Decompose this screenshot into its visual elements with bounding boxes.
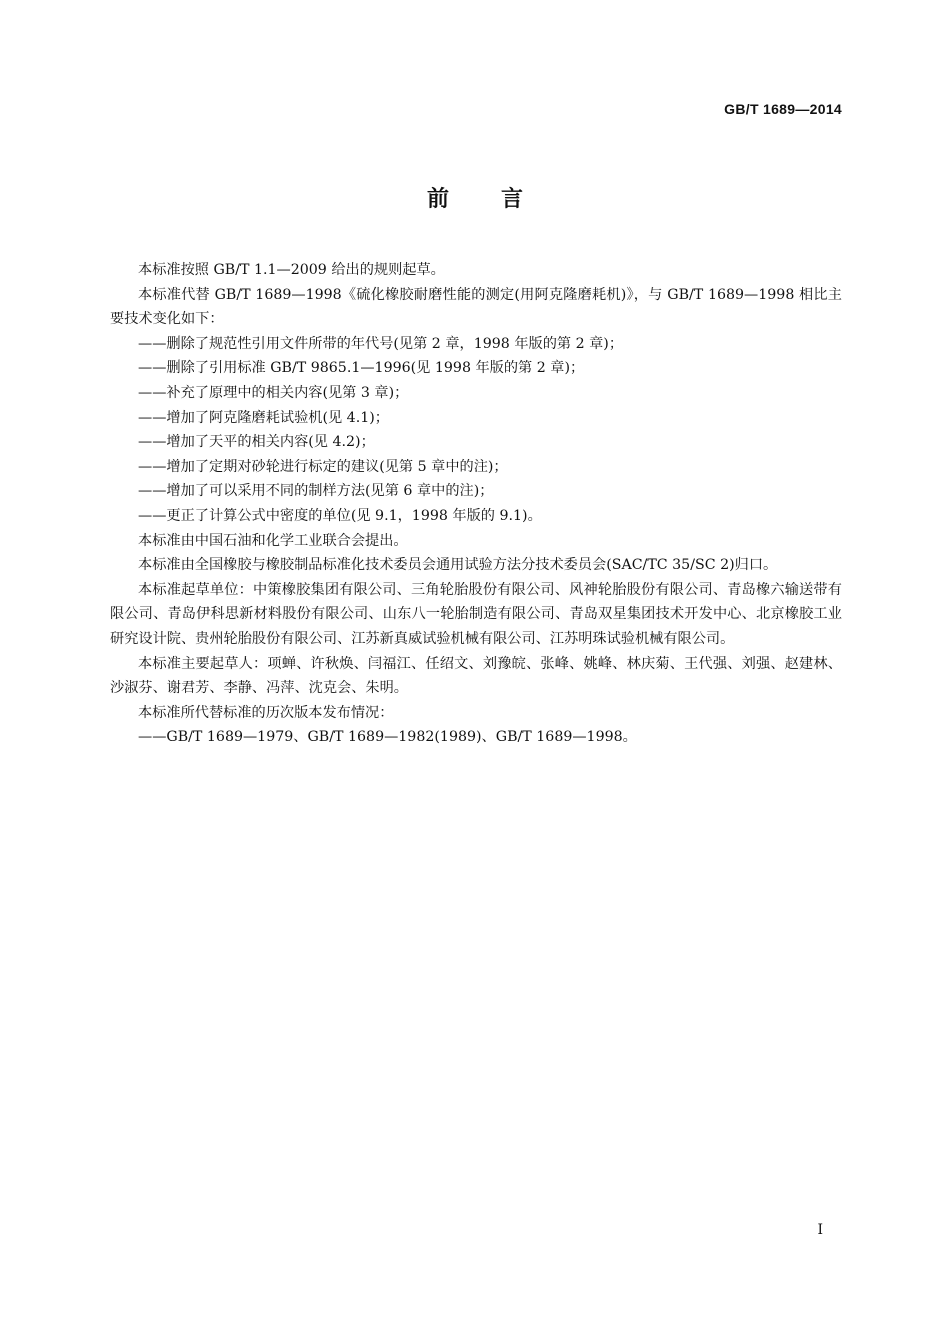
paragraph: 本标准主要起草人：项蝉、许秋焕、闫福江、任绍文、刘豫皖、张峰、姚峰、林庆菊、王代强、刘强、赵建林、沙淑芬、谢君芳、李静、冯萍、沈克会、朱明。: [110, 655, 842, 697]
standard-code: GB/T 1689—2014: [724, 101, 842, 117]
list-item: ——删除了规范性引用文件所带的年代号(见第 2 章，1998 年版的第 2 章)；: [138, 335, 624, 352]
paragraph: 本标准代替 GB/T 1689—1998《硫化橡胶耐磨性能的测定(用阿克隆磨耗机)》，与 GB/T 1689—1998 相比主要技术变化如下：: [110, 286, 842, 328]
list-item: ——更正了计算公式中密度的单位(见 9.1，1998 年版的 9.1)。: [138, 507, 542, 524]
page-title: 前言: [426, 187, 575, 212]
list-item: ——GB/T 1689—1979、GB/T 1689—1982(1989)、GB/T 1689—1998。: [138, 729, 637, 746]
paragraph: 本标准按照 GB/T 1.1—2009 给出的规则起草。: [138, 262, 445, 278]
page-number: I: [817, 1222, 823, 1238]
list-item: ——增加了天平的相关内容(见 4.2)；: [138, 434, 375, 451]
paragraph: 本标准由中国石油和化学工业联合会提出。: [138, 532, 408, 549]
list-item: ——增加了可以采用不同的制样方法(见第 6 章中的注)；: [138, 483, 494, 500]
list-item: ——增加了阿克隆磨耗试验机(见 4.1)；: [138, 409, 389, 426]
paragraph: 本标准起草单位：中策橡胶集团有限公司、三角轮胎股份有限公司、风神轮胎股份有限公司、青岛橡六输送带有限公司、青岛伊科思新材料股份有限公司、山东八一轮胎制造有限公司、青岛双星集团技术开发中心、北京橡胶工业研究设计院、贵州轮胎股份有限公司、江苏新真威试验机械有限公司、江苏明珠试验机械有限公司。: [110, 581, 842, 647]
list-item: ——补充了原理中的相关内容(见第 3 章)；: [138, 384, 409, 401]
preface-body: [110, 258, 842, 750]
list-item: ——增加了定期对砂轮进行标定的建议(见第 5 章中的注)；: [138, 458, 508, 475]
paragraph: 本标准由全国橡胶与橡胶制品标准化技术委员会通用试验方法分技术委员会(SAC/TC 35/SC 2)归口。: [138, 557, 778, 574]
paragraph: 本标准所代替标准的历次版本发布情况：: [138, 704, 394, 721]
list-item: ——删除了引用标准 GB/T 9865.1—1996(见 1998 年版的第 2 章)；: [138, 360, 585, 377]
